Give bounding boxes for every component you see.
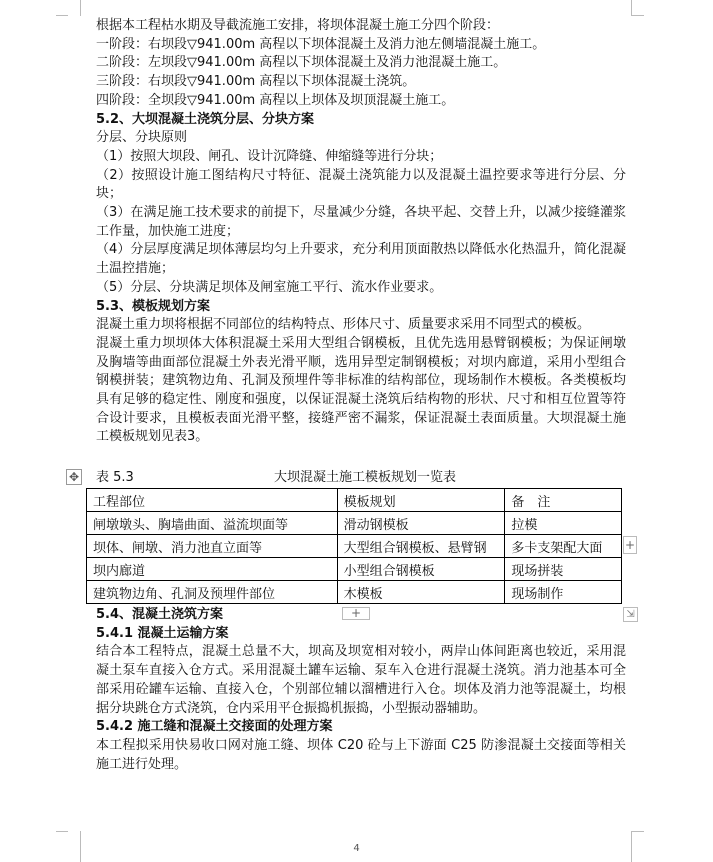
- paragraph: 二阶段：左坝段▽941.00m 高程以下坝体混凝土及消力池混凝土施工。: [96, 55, 507, 71]
- section-heading: 5.2、大坝混凝土浇筑分层、分块方案: [96, 111, 315, 127]
- table-title: 大坝混凝土施工模板规划一览表: [274, 470, 457, 485]
- add-column-icon[interactable]: +: [624, 538, 636, 552]
- table-cell[interactable]: 坝体、闸墩、消力池直立面等: [87, 535, 338, 558]
- margin-mark: [632, 831, 644, 832]
- margin-mark: [56, 15, 68, 16]
- table-header-row: [87, 489, 622, 512]
- add-row-icon[interactable]: +: [342, 607, 370, 620]
- table-cell[interactable]: 拉模: [505, 512, 622, 535]
- body-text-top[interactable]: [96, 17, 626, 447]
- paragraph: 混凝土重力坝坝体大体积混凝土采用大型组合钢模板，且优先选用悬臂钢模板；为保证闸墩及胸墙等曲面部位混凝土外表光滑平顺，选用异型定制钢模板；对坝内廊道，采用小型组合钢模拼装；建筑物边角、孔洞及预埋件等非标准的结构部位，现场制作木模板。各类模板均具有足够的稳定性、刚度和强度，以保证混凝土浇筑后结构物的形状、尺寸和相互位置等符合设计要求，且模板表面光滑平整，接缝严密不漏浆，保证混凝土表面质量。大坝混凝土施工模板规划见表3。: [96, 335, 626, 445]
- margin-mark: [56, 831, 68, 832]
- margin-mark: [632, 15, 644, 16]
- table-header-cell[interactable]: 备 注: [505, 489, 622, 512]
- margin-mark: [631, 0, 644, 16]
- table-cell[interactable]: 现场制作: [505, 581, 622, 604]
- table-resize-icon[interactable]: ⇲: [623, 607, 638, 622]
- table-number: 表 5.3: [96, 470, 134, 485]
- table-row: [87, 535, 622, 558]
- table-caption: [96, 469, 626, 487]
- paragraph: 三阶段：右坝段▽941.00m 高程以下坝体混凝土浇筑。: [96, 74, 416, 90]
- table-cell[interactable]: 滑动钢模板: [337, 512, 505, 535]
- subsection-heading: 5.4.2 施工缝和混凝土交接面的处理方案: [96, 719, 333, 735]
- paragraph: 一阶段：右坝段▽941.00m 高程以下坝体混凝土及消力池左侧墙混凝土施工。: [96, 36, 546, 52]
- table-row: [87, 512, 622, 535]
- body-text-bottom[interactable]: [96, 606, 626, 774]
- paragraph: 根据本工程枯水期及导截流施工安排，将坝体混凝土施工分四个阶段：: [96, 18, 500, 33]
- page-number: 4: [353, 843, 360, 854]
- table-row: [87, 558, 622, 581]
- table-cell[interactable]: 多卡支架配大面: [505, 535, 622, 558]
- margin-mark: [68, 0, 81, 16]
- table-cell[interactable]: 建筑物边角、孔洞及预埋件部位: [87, 581, 338, 604]
- list-item: （4）分层厚度满足坝体薄层均匀上升要求，充分利用顶面散热以降低水化热温升，简化混凝土温控措施；: [96, 242, 626, 277]
- table-move-icon[interactable]: ✥: [66, 469, 82, 485]
- section-heading: 5.4、混凝土浇筑方案: [96, 607, 224, 622]
- list-item: （5）分层、分块满足坝体及闸室施工平行、流水作业要求。: [96, 279, 443, 295]
- table-cell[interactable]: 坝内廊道: [87, 558, 338, 581]
- table-row: [87, 581, 622, 604]
- table-header-cell[interactable]: 模板规划: [337, 489, 505, 512]
- section-heading: 5.3、模板规划方案: [96, 298, 211, 314]
- table-cell[interactable]: 现场拼装: [505, 558, 622, 581]
- table-cell[interactable]: 大型组合钢模板、悬臂钢: [337, 535, 505, 558]
- subsection-heading: 5.4.1 混凝土运输方案: [96, 625, 229, 641]
- paragraph: 混凝土重力坝将根据不同部位的结构特点、形体尺寸、质量要求采用不同型式的模板。: [96, 317, 591, 333]
- list-item: （3）在满足施工技术要求的前提下，尽量减少分缝，各块平起、交替上升，以减少接缝灌浆工作量，加快施工进度；: [96, 205, 626, 239]
- table-cell[interactable]: 闸墩墩头、胸墙曲面、溢流坝面等: [87, 512, 338, 535]
- list-item: （1）按照大坝段、闸孔、设计沉降缝、伸缩缝等进行分块；: [96, 148, 443, 164]
- formwork-table[interactable]: [86, 488, 622, 604]
- paragraph: 四阶段：全坝段▽941.00m 高程以上坝体及坝顶混凝土施工。: [96, 92, 455, 108]
- table-header-cell[interactable]: 工程部位: [87, 489, 338, 512]
- table-cell[interactable]: 木模板: [337, 581, 505, 604]
- list-item: （2）按照设计施工图结构尺寸特征、混凝土浇筑能力以及混凝土温控要求等进行分层、分块；: [96, 167, 626, 202]
- table-cell[interactable]: 小型组合钢模板: [337, 558, 505, 581]
- paragraph: 分层、分块原则: [96, 130, 188, 146]
- paragraph: 本工程拟采用快易收口网对施工缝、坝体 C20 砼与上下游面 C25 防渗混凝土交接面等相关施工进行处理。: [96, 737, 626, 772]
- paragraph: 结合本工程特点，混凝土总量不大，坝高及坝宽相对较小，两岸山体间距离也较近，采用混凝土泵车直接入仓方式。采用混凝土罐车运输、泵车入仓进行混凝土浇筑。消力池基本可全部采用砼罐车运输、直接入仓，个别部位辅以溜槽进行入仓。坝体及消力池等混凝土，均根据分块跳仓方式浇筑，仓内采用平仓振捣机振捣，小型振动器辅助。: [96, 644, 626, 716]
